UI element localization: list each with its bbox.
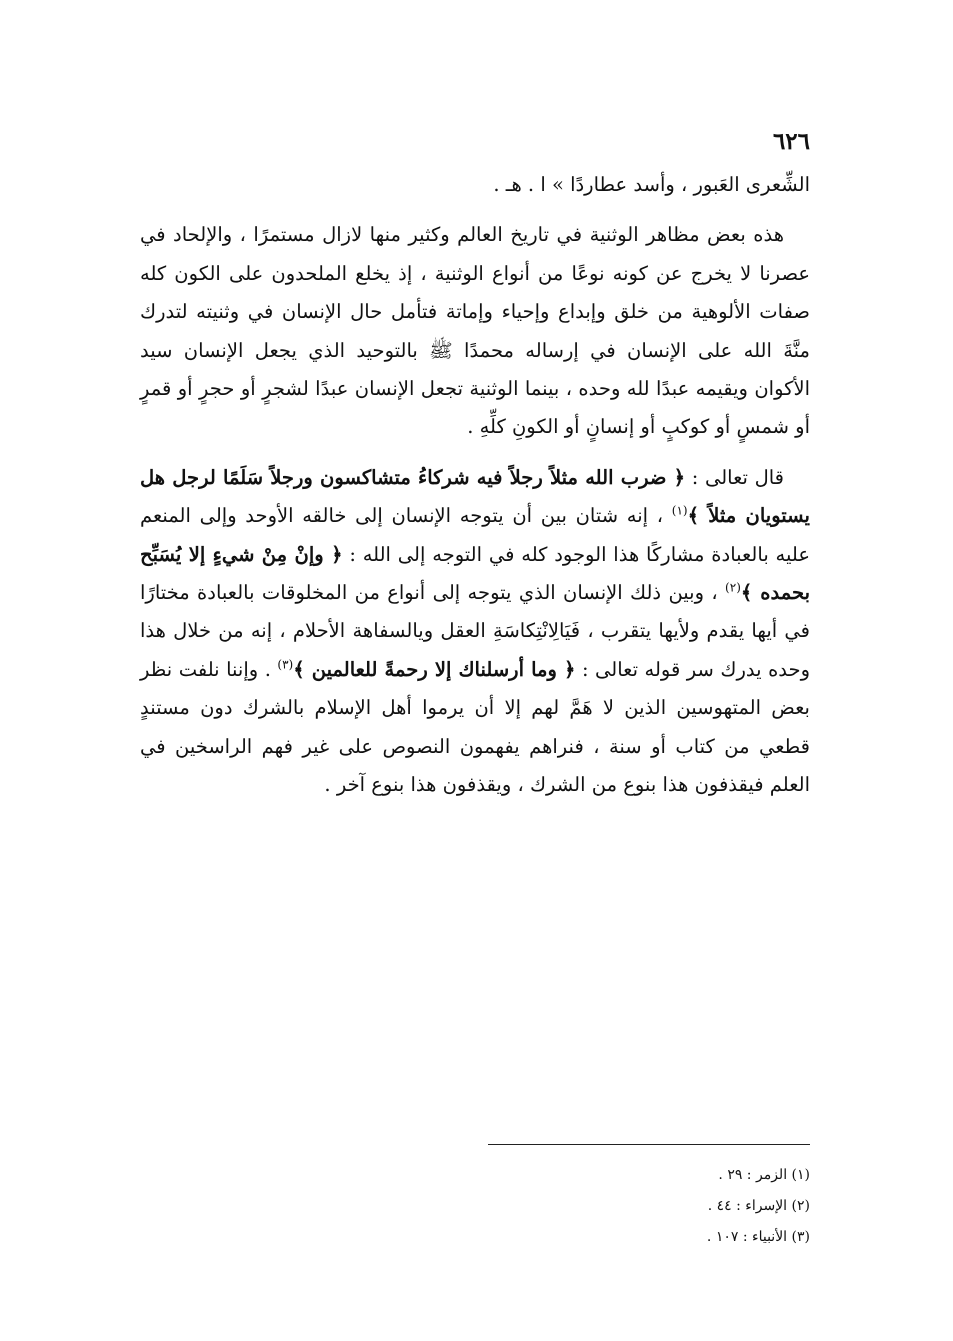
quran-verse: ﴿ ضرب الله مثلاً رجلاً فيه شركاءُ متشاكسون ورجلاً سَلَمًا لرجل هل يستويان مثلاً ﴾ (140, 465, 810, 528)
footnote-ref: (٢) (725, 580, 741, 595)
text-run: قال تعالى : (685, 465, 784, 489)
text-run: هذه بعض مظاهر الوثنية في تاريخ العالم وكثير منها لازال مستمرًا ، والإلحاد في عصرنا لا يخرج عن كونه نوعًا من أنواع الوثنية ، إذ يخلع الملحدون على الكون كله صفات الألوهية من خلق وإبداع وإحياء وإماتة فتأمل حال الإنسان في وثنيته لتدرك منَّةَ الله على الإنسان في إرساله محمدًا ﷺ بالتوحيد الذي يجعل الإنسان سيد الأكوان ويقيمه عبدًا لله وحده ، بينما الوثنية تجعل الإنسان عبدًا لشجرٍ أو حجرٍ أو قمرٍ أو شمسٍ أو كوكبٍ أو إنسانٍ أو الكونِ كلِّهِ . (140, 223, 810, 439)
footnote-ref: (٣) (277, 657, 294, 672)
footnote: (٣) الأنبياء : ١٠٧ . (706, 1229, 810, 1245)
page-number: ٦٢٦ (772, 128, 810, 155)
quran-verse: ﴿ وما أرسلناك إلا رحمةً للعالمين ﴾ (293, 657, 576, 681)
text-run: الشِّعرى العَبور ، وأسد عطاردًا » ا . هـ . (493, 173, 810, 196)
footnote-divider (488, 1144, 810, 1145)
footnote-ref: (١) (671, 503, 688, 518)
footnote: (١) الزمر : ٢٩ . (718, 1167, 810, 1183)
body-text (140, 166, 810, 817)
footnotes (410, 1160, 810, 1253)
paragraph (140, 216, 810, 446)
text-run: . وإننا نلفت نظر بعض المتهوسين الذين لا هَمَّ لهم إلا أن يرموا أهل الإسلام بالشرك دون مستندٍ قطعي من كتاب أو سنة ، فنراهم يفهمون النصوص على غير فهم الراسخين في العلم فيقذفون هذا بنوع من الشرك ، ويقذفون هذا بنوع آخر . (140, 657, 810, 797)
paragraph (140, 166, 810, 204)
text-run: ، وبين ذلك الإنسان الذي يتوجه إلى أنواع من المخلوقات بالعبادة مختارًا في أيها يقدم ولأيها يتقرب ، فَيَالِانْتِكاسَةِ العقل ويالسفاهة الأحلام ، إنه من خلال هذا وحده يدرك سر قوله تعالى : (140, 581, 810, 681)
text-run: ، إنه شتان بين أن يتوجه الإنسان إلى خالقه الأوحد وإلى المنعم عليه بالعبادة مشاركًا هذا الوجود كله في التوجه إلى الله : (140, 504, 810, 566)
quran-verse: ﴿ وإنْ مِنْ شيءٍ إلا يُسَبِّح بحمده ﴾ (140, 542, 810, 605)
paragraph (140, 459, 810, 805)
footnote: (٢) الإسراء : ٤٤ . (707, 1198, 810, 1214)
